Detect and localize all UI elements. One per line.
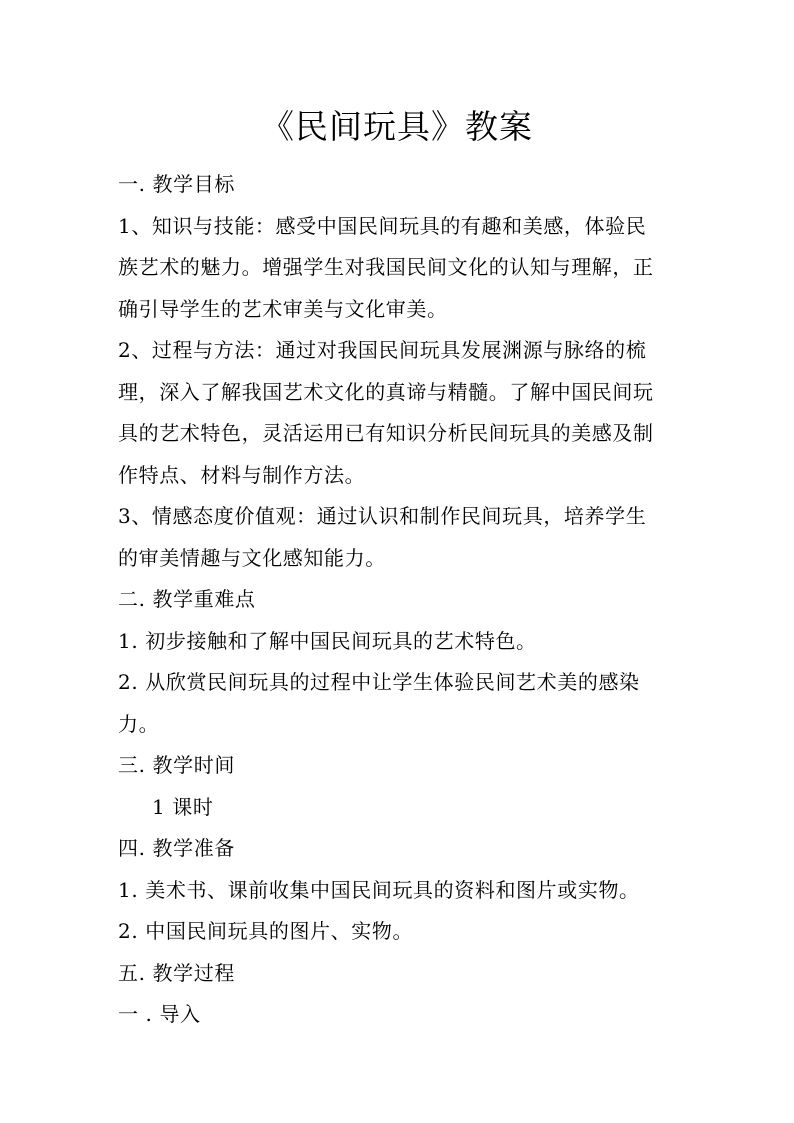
section-heading-objectives: 一. 教学目标 (118, 172, 235, 196)
document-body (118, 164, 682, 1036)
paragraph-line: 3、情感态度价值观：通过认识和制作民间玩具，培养学生 (118, 504, 647, 528)
paragraph-line: 的审美情趣与文化感知能力。 (118, 545, 386, 570)
section-heading-preparation: 四. 教学准备 (118, 836, 235, 860)
list-item: 1. 初步接触和了解中国民间玩具的艺术特色。 (118, 628, 537, 653)
paragraph-line: 具的艺术特色，灵活运用已有知识分析民间玩具的美感及制 (118, 421, 654, 445)
section-heading-time: 三. 教学时间 (118, 753, 235, 777)
list-item: 1. 美术书、课前收集中国民间玩具的资料和图片或实物。 (118, 877, 640, 902)
section-heading-key-points: 二. 教学重难点 (118, 587, 256, 611)
class-hours: 1 课时 (152, 794, 214, 819)
paragraph-line: 作特点、材料与制作方法。 (118, 462, 366, 487)
paragraph-line: 族艺术的魅力。增强学生对我国民间文化的认知与理解，正 (118, 255, 654, 279)
document-title: 《民间玩具》教案 (261, 107, 533, 146)
section-heading-process: 五. 教学过程 (118, 960, 235, 985)
list-item: 2. 从欣赏民间玩具的过程中让学生体验民间艺术美的感染 (118, 670, 640, 694)
paragraph-line: 确引导学生的艺术审美与文化审美。 (118, 296, 448, 321)
list-item-continuation: 力。 (118, 711, 160, 736)
list-item: 2. 中国民间玩具的图片、实物。 (118, 919, 414, 943)
paragraph-line: 2、过程与方法：通过对我国民间玩具发展渊源与脉络的梳 (118, 338, 647, 362)
paragraph-line: 理，深入了解我国艺术文化的真谛与精髓。了解中国民间玩 (118, 379, 654, 404)
paragraph-line: 1、知识与技能：感受中国民间玩具的有趣和美感，体验民 (118, 213, 647, 238)
subsection-heading-intro: 一 . 导入 (118, 1002, 201, 1026)
